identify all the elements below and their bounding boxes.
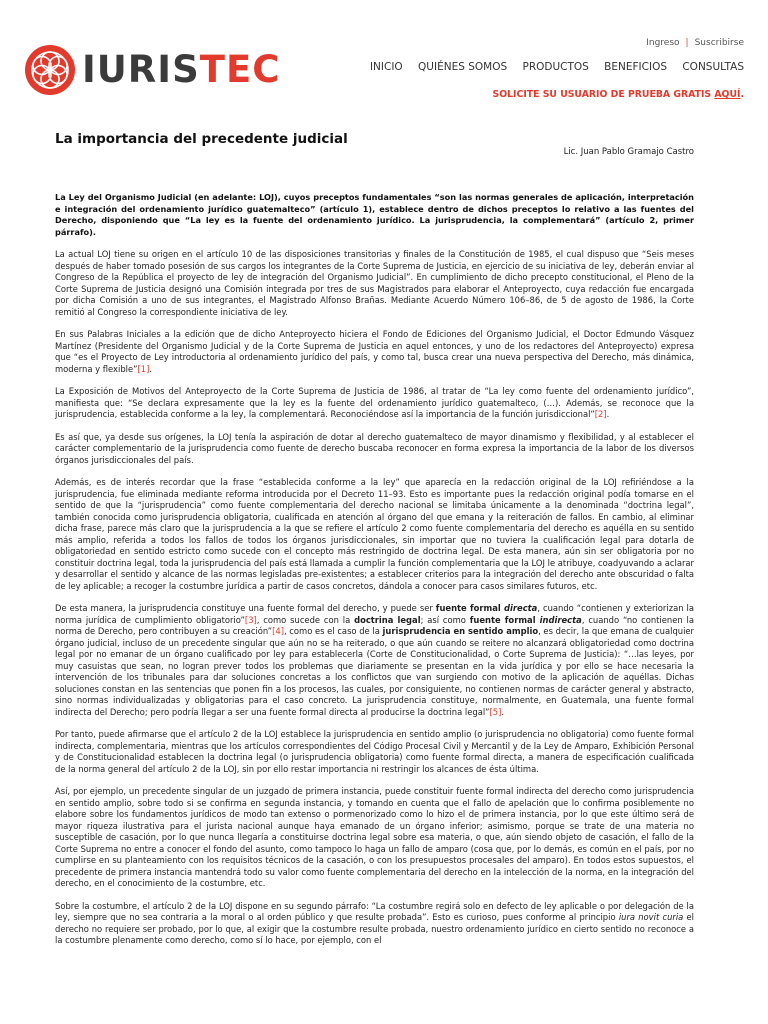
paragraph-2-text: En sus Palabras Iniciales a la edición que de dicho Anteproyecto hiciera el Fondo de Ediciones del Organismo Judicial, el Doctor Edmundo Vásquez Martínez (Presidente del Organismo Judicial y de la Corte Suprema de Justicia en aquel entonces, y uno de los redactores del Anteproyecto) expresa que “es el Proyecto de Ley introductoria al ordenamiento jurídico del país, y como tal, busca crear una nueva perspectiva del Derecho, más dinámica, moderna y flexible”: [55, 329, 694, 374]
login-link[interactable]: Ingreso: [646, 38, 680, 48]
cta-link[interactable]: AQUÍ: [714, 89, 741, 100]
p6-bold-3: fuente formal: [469, 614, 540, 625]
p6-s3: , como sucede con la: [256, 614, 355, 625]
p9-s2: el derecho no requiere ser probado, por lo que, al exigir que la costumbre resulte probada, nuestro ordenamiento jurídico en cierto sentido no reconoce a la costumbre plenamente como derecho, como sí lo hace, por ejemplo, con el: [55, 912, 694, 945]
logo-wordmark: [82, 48, 280, 92]
p6-s6: , como es el caso de la: [283, 626, 383, 636]
footnote-link-1[interactable]: [1]: [137, 363, 150, 374]
nav-item-inicio[interactable]: INICIO: [369, 61, 403, 73]
paragraph-5: Además, es de interés recordar que la frase “establecida conforme a la ley” que aparecía en la redacción original de la LOJ refiriéndose a la jurisprudencia, fue eliminada mediante reforma introducida por el Decreto 11–93. Esto es importante pues la redacción original podía tomarse en el sentido de que la “jurisprudencia” como fuente complementaria del derecho nacional se limitaba únicamente a la denominada “doctrina legal”, también conocida como jurisprudencia obligatoria, cualificada en atención al órgano del que emana y la reiteración de fallos. En cambio, al eliminar dicha frase, parece más claro que la jurisprudencia a la que se refiere el artículo 2 como fuente complementaria del derecho es aquélla en su sentido más amplio, referida a todos los fallos de todos los órganos jurisdiccionales, sin importar que no tuviera la cualificación legal para dotarla de obligatoriedad en sentido estricto como sucede con el concepto más restringido de doctrina legal. De esta manera, aún sin ser obligatoria por no constituir doctrina legal, toda la jurisprudencia del país está llamada a cumplir la función complementaria que la LOJ le atribuye, coadyuvando a aclarar y desarrollar el sentido y alcance de las normas legisladas pre-existentes; a establecer criterios para la integración del derecho ante obscuridad o falta de ley aplicable; a recoger la costumbre jurídica a partir de casos concretos, dándola a conocer para casos similares futuros, etc.: [55, 477, 694, 591]
paragraph-2: [55, 329, 694, 375]
main-nav: [358, 61, 744, 73]
logo-mark-icon: [24, 44, 76, 96]
paragraph-1: La actual LOJ tiene su origen en el artículo 10 de las disposiciones transitorias y finales de la Constitución de 1985, el cual dispuso que “Seis meses después de haber tomado posesión de sus cargos los integrantes de la Corte Suprema de Justicia, en ejercicio de su iniciativa de ley, deberán enviar al Congreso de la República el proyecto de ley de integración del Organismo Judicial”. En cumplimiento de dicho precepto constitucional, el Pleno de la Corte Suprema de Justicia designó una Comisión integrada por tres de sus Magistrados para elaborar el Anteproyecto, cuya redacción fue encargada por dicha Comisión a uno de sus integrantes, el Magistrado Alfonso Brañas. Mediante Acuerdo Número 106–86, de 5 de agosto de 1986, la Corte remitió al Congreso la correspondiente iniciativa de ley.: [55, 249, 694, 317]
paragraph-3: [55, 386, 694, 421]
p6-s7: , es decir, la que emana de cualquier órgano judicial, incluso de un precedente singular que aún no se ha reiterado, o que aún cuando se reitere no alcanzará obligatoriedad como doctrina legal por no emanar de un órgano cualificado por ley para establecerla (Corte de Constitucionalidad, o Corte Suprema de Justicia): “…las leyes, por muy casuistas que sean, no logran prever todos los problemas que diariamente se presentan en la vida jurídica y por ello se hace necesaria la intervención de los tribunales para dar soluciones concretas a los conflictos que van surgiendo con motivo de la aplicación de aquéllas. Dichas soluciones constan en las sentencias que ponen fin a los procesos, las cuales, por consiguiente, no contienen normas de carácter general y abstracto, sino normas individualizadas y obligatorias para el caso concreto. La jurisprudencia constituye, normalmente, en Guatemala, una fuente formal indirecta del Derecho; pero podría llegar a ser una fuente formal directa al producirse la doctrina legal”: [55, 626, 694, 717]
nav-item-beneficios[interactable]: BENEFICIOS: [604, 61, 667, 73]
paragraph-2-end: .: [149, 363, 153, 374]
cta-text: SOLICITE SU USUARIO DE PRUEBA GRATIS: [492, 89, 715, 100]
p9-s1: Sobre la costumbre, el artículo 2 de la LOJ dispone en su segundo párrafo: “La costumbre regirá solo en defecto de ley aplicable o por delegación de la ley, siempre que no sea contraria a la moral o al orden público y que resulte probada”. Esto es curioso, pues conforme al principio: [55, 900, 694, 922]
p6-s8: .: [501, 706, 505, 717]
site-header: [0, 0, 768, 110]
paragraph-3-text: La Exposición de Motivos del Anteproyecto de la Corte Suprema de Justicia de 1986, al tratar de “La ley como fuente del ordenamiento jurídico”, manifiesta que: “Se declara expresamente que la ley es la fuente del ordenamiento jurídico guatemalteco, (…). Además, se reconoce que la jurisprudencia, establecida conforme a la ley, la complementará. Reconociéndose así la importancia de la función jurisdiccional”: [55, 386, 694, 419]
nav-item-quienes-somos[interactable]: QUIÉNES SOMOS: [418, 61, 508, 73]
top-links: [646, 38, 744, 48]
cta-end: .: [740, 89, 744, 100]
p6-s2: , cuando “contienen y exteriorizan la norma jurídica de cumplimiento obligatorio”: [55, 603, 694, 625]
nav-item-consultas[interactable]: CONSULTAS: [682, 61, 744, 73]
article-lead: La Ley del Organismo Judicial (en adelante: LOJ), cuyos preceptos fundamentales “son las normas generales de aplicación, interpretación e integración del ordenamiento jurídico guatemalteco” (artículo 1), establece dentro de dichos preceptos lo relativo a las fuentes del Derecho, disponiendo que “La ley es la fuente del ordenamiento jurídico. La jurisprudencia, la complementará” (artículo 2, primer párrafo).: [55, 192, 694, 237]
footnote-link-2[interactable]: [2]: [594, 409, 607, 419]
p6-s1: De esta manera, la jurisprudencia constituye una fuente formal del derecho, y puede ser: [55, 603, 436, 613]
article-title: La importancia del precedente judicial: [55, 131, 348, 147]
paragraph-7: Por tanto, puede afirmarse que el artículo 2 de la LOJ establece la jurisprudencia en sentido amplio (o jurisprudencia no obligatoria) como fuente formal indirecta, complementaria, mientras que los artículos correspondientes del Código Procesal Civil y Mercantil y de la Ley de Amparo, Exhibición Personal y de Constitucionalidad establecen la doctrina legal (o jurisprudencia obligatoria) como fuente formal directa, a manera de especificación cualificada de la norma general del artículo 2 de la LOJ, sin por ello restar importancia ni restringir los alcances de ésta última.: [55, 729, 694, 774]
paragraph-8: Así, por ejemplo, un precedente singular de un juzgado de primera instancia, puede constituir fuente formal indirecta del derecho como jurisprudencia en sentido amplio, sobre todo si se confirma en segunda instancia, y tomando en cuenta que el fallo de apelación que lo confirma posiblemente no elabore sobre los fundamentos jurídicos de modo tan extenso o pormenorizado como lo hizo el de primera instancia, por lo que este último será de mayor riqueza ilustrativa para el jurista nacional aunque haya emanado de un órgano inferior; asimismo, porque se trate de una materia no susceptible de casación, por lo que nunca llegaría a constituirse doctrina legal sobre esa materia, o que, aún siendo objeto de casación, el fallo de la Corte Suprema no entre a conocer el fondo del asunto, como tampoco lo haga un fallo de amparo (cosa que, por lo demás, es común en el país, por no cumplirse en su planteamiento con los requisitos técnicos de la casación, o con los presupuestos procesales del amparo). En todos estos supuestos, el precedente de primera instancia mantendrá todo su valor como fuente complementaria del derecho en la intelección de la norma, en la integración del derecho, en el conocimiento de la costumbre, etc.: [55, 786, 694, 888]
footnote-link-3[interactable]: [3]: [244, 614, 257, 625]
footnote-link-5[interactable]: [5]: [489, 706, 502, 717]
p6-bold-2: doctrina legal: [354, 614, 421, 625]
footnote-link-4[interactable]: [4]: [272, 626, 284, 636]
p6-s5: , cuando “no contienen la norma de Derecho, pero contribuyen a su creación”: [55, 614, 694, 636]
article-body: [55, 192, 694, 958]
p9-italic-1: iura novit curia: [618, 912, 684, 922]
article-author: Lic. Juan Pablo Gramajo Castro: [563, 147, 694, 157]
subscribe-link[interactable]: Suscribirse: [694, 38, 744, 48]
paragraph-4: Es así que, ya desde sus orígenes, la LOJ tenía la aspiración de dotar al derecho guatemalteco de mayor dinamismo y flexibilidad, y al establecer el carácter complementario de la jurisprudencia como fuente de derecho buscaba reconocer en forma expresa la importancia de la labor de los diversos órganos jurisdiccionales del país.: [55, 431, 694, 465]
paragraph-6: [55, 603, 694, 718]
p6-s4: ; así como: [420, 614, 470, 625]
p6-bold-4: jurisprudencia en sentido amplio: [382, 626, 539, 636]
p6-bold-italic-1: directa: [504, 603, 538, 613]
logo-part-2: TEC: [199, 48, 281, 91]
nav-item-productos[interactable]: PRODUCTOS: [522, 61, 589, 73]
paragraph-3-end: .: [606, 409, 610, 419]
trial-cta: [493, 89, 744, 100]
logo-part-1: IURIS: [82, 48, 200, 91]
paragraph-9: [55, 901, 694, 947]
toplinks-separator: |: [685, 38, 689, 48]
p6-bold-1: fuente formal: [435, 603, 505, 613]
p6-bold-italic-2: indirecta: [539, 614, 582, 625]
site-logo[interactable]: [24, 44, 281, 98]
